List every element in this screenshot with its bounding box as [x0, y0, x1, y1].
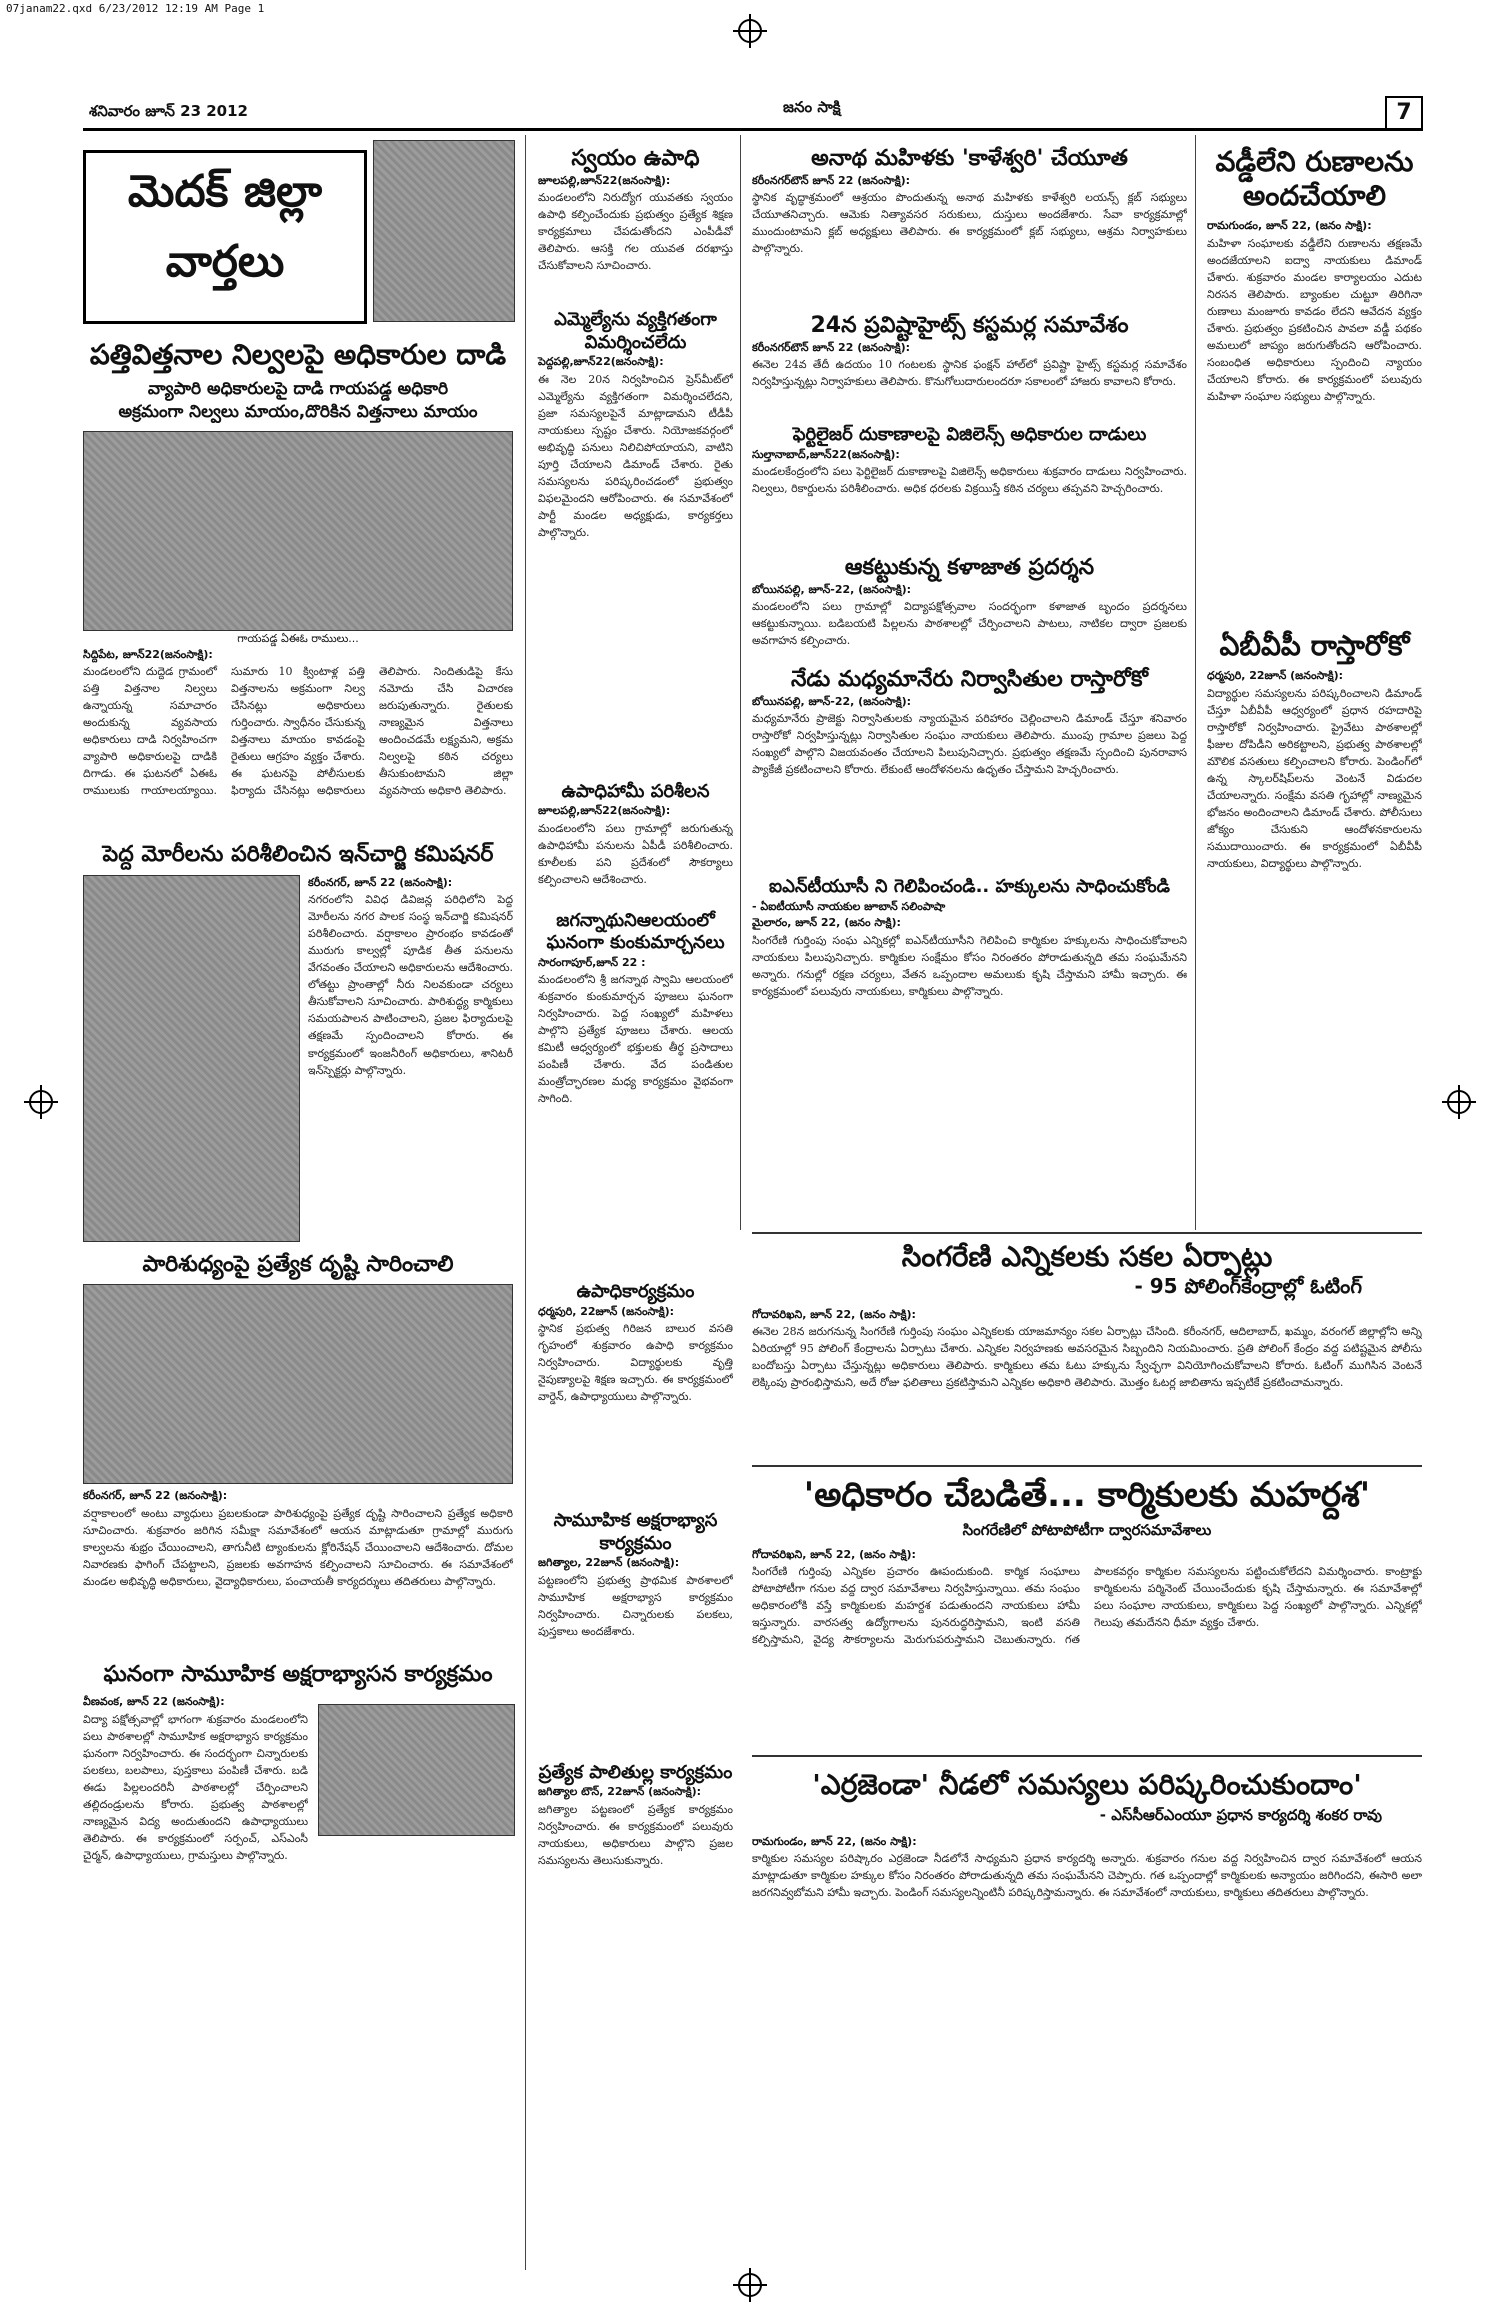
- col2-headline-7: ప్రత్యేక పాలితుల్ల కార్యక్రమం: [538, 1761, 733, 1783]
- banner-title: మెదక్ జిల్లా వార్తలు: [127, 166, 323, 288]
- errajenda-dateline: రామగుండం, జూన్ 22, (జనం సాక్షి):: [752, 1834, 917, 1848]
- col2-dateline-7: జగిత్యాల టౌన్, 22జూన్ (జనంసాక్షి):: [538, 1785, 702, 1798]
- col2-headline-5: ఉపాధికార్యక్రమం: [576, 1281, 695, 1302]
- errajenda-story: [752, 1768, 1422, 2020]
- col2-item-2: [538, 309, 733, 771]
- file-info: 07janam22.qxd 6/23/2012 12:19 AM Page 1: [6, 2, 265, 15]
- commissioner-text: [308, 875, 513, 1237]
- adhikaram-body: సింగరేణి గుర్తింపు ఎన్నికల ప్రచారం ఊపందుకుంది. కార్మిక సంఘాలు పోటాపోటీగా గనుల వద్ద ద్వార సమావేశాలు నిర్వహిస్తున్నాయి. తమ సంఘం అధికారంలోకి వస్తే కార్మికులకు మహర్దశ పడుతుందని నాయకులు హామీ ఇస్తున్నారు. వారసత్వ ఉద్యోగాలను పునరుద్ధరిస్తామని, ఇంటి వసతి కల్పిస్తామని, వైద్య సౌకర్యాలను మెరుగుపరుస్తామని చెబుతున్నారు. గత పాలకవర్గం కార్మికుల సమస్యలను పట్టించుకోలేదని విమర్శించారు. కాంట్రాక్టు కార్మికులను పర్మినెంట్ చేయించేందుకు కృషి చేస్తామన్నారు. ఈ సమావేశాల్లో పలు సంఘాల నాయకులు, కార్మికులు పెద్ద సంఖ్యలో పాల్గొన్నారు. ఎన్నికల్లో గెలుపు తమదేనని ధీమా వ్యక్తం చేశారు.: [752, 1565, 1422, 1647]
- column-rule: [1195, 135, 1196, 1230]
- col2-dateline-6: జగిత్యాల, 22జూన్ (జనంసాక్షి):: [538, 1556, 680, 1569]
- orphan-dateline: కరీంనగర్‌టౌన్ జూన్ 22 (జనంసాక్షి):: [752, 173, 911, 187]
- col2-headline-3: ఉపాధిహామీ పరిశీలన: [561, 780, 710, 802]
- registration-mark-top: [733, 14, 767, 48]
- col2-headline-6: సామూహిక అక్షరాభ్యాస కార్యక్రమం: [553, 1510, 718, 1554]
- pravishta-dateline: కరీంనగర్‌టౌన్ జూన్ 22 (జనంసాక్షి):: [752, 340, 911, 354]
- headline-intuc: ఐఎన్‌టీయూసీ ని గెలిపించండి.. హక్కులను సాధించుకోండి: [769, 876, 1170, 897]
- literacy-body: విద్యా పక్షోత్సవాల్లో భాగంగా శుక్రవారం మండలంలోని పలు పాఠశాలల్లో సామూహిక అక్షరాభ్యాస కార్యక్రమం ఘనంగా నిర్వహించారు. ఈ సందర్భంగా చిన్నారులకు పలకలు, బలపాలు, పుస్తకాలు పంపిణీ చేశారు. బడి ఈడు పిల్లలందరినీ పాఠశాలల్లో చేర్పించాలని తల్లిదండ్రులను కోరారు. ప్రభుత్వ పాఠశాలల్లో నాణ్యమైన విద్య అందుతుందని ఉపాధ్యాయులు తెలిపారు. ఈ కార్యక్రమంలో సర్పంచ్, ఎస్‌ఎంసీ చైర్మన్, ఉపాధ్యాయులు, గ్రామస్తులు పాల్గొన్నారు.: [83, 1712, 308, 1862]
- col2-dateline-4: సారంగాపూర్,జూన్ 22 :: [538, 955, 646, 969]
- midmaneru-dateline: బోయినపల్లి, జూన్-22, (జనంసాక్షి):: [752, 694, 912, 708]
- registration-mark-left: [24, 1085, 58, 1119]
- loans-body: మహిళా సంఘాలకు వడ్డీలేని రుణాలను తక్షణమే అందజేయాలని ఐద్వా నాయకులు డిమాండ్ చేశారు. శుక్రవారం మండల కార్యాలయం ఎదుట నిరసన తెలిపారు. బ్యాంకుల చుట్టూ తిరిగినా రుణాలు మంజూరు కావడం లేదని ఆవేదన వ్యక్తం చేశారు. ప్రభుత్వం ప్రకటించిన పావలా వడ్డీ పథకం అమలులో జాప్యం జరుగుతోందని ఆరోపించారు. సంబంధిత అధికారులు స్పందించి న్యాయం చేయాలని కోరారు. ఈ కార్యక్రమంలో పలువురు మహిళా సంఘాల సభ్యులు పాల్గొన్నారు.: [1207, 236, 1422, 404]
- section-rule: [752, 1232, 1422, 1234]
- meeting-photo: [83, 1284, 513, 1484]
- injured-officer-photo: [83, 431, 513, 631]
- col2-dateline-3: జూలపల్లి,జూన్22(జనంసాక్షి):: [538, 804, 671, 817]
- col2-body-4: మండలంలోని శ్రీ జగన్నాథ స్వామి ఆలయంలో శుక్రవారం కుంకుమార్చన పూజలు ఘనంగా నిర్వహించారు. పెద్ద సంఖ్యలో మహిళలు పాల్గొని ప్రత్యేక పూజలు చేశారు. ఆలయ కమిటీ ఆధ్వర్యంలో భక్తులకు తీర్థ ప్రసాదాలు పంపిణీ చేశారు. వేద పండితుల మంత్రోచ్ఛారణల మధ్య కార్యక్రమం వైభవంగా సాగింది.: [538, 973, 733, 1106]
- headline-kalajatha: ఆకట్టుకున్న కళాజాత ప్రదర్శన: [844, 555, 1095, 580]
- headline-fertilizer: ఫెర్టిలైజర్ దుకాణాలపై విజిలెన్స్ అధికారుల దాడులు: [792, 424, 1147, 445]
- church-photo: [373, 140, 515, 322]
- headline-sanitation: పారిశుధ్యంపై ప్రత్యేక దృష్టి సారించాలి: [142, 1251, 454, 1277]
- col2-dateline-2: పెద్దపల్లి,జూన్22(జనంసాక్షి):: [538, 355, 664, 368]
- page-number: 7: [1385, 96, 1423, 130]
- col2-item-7: [538, 1762, 733, 1981]
- adhikaram-dateline: గోదావరిఖని, జూన్ 22, (జనం సాక్షి):: [752, 1547, 916, 1561]
- col2-dateline-1: జూలపల్లి,జూన్22(జనంసాక్షి):: [538, 173, 671, 187]
- col2-item-1: [538, 145, 733, 299]
- intuc-sub: - ఏఐటీయూసీ నాయకుల జూబాన్ సలింపాషా: [752, 899, 946, 913]
- drain-inspection-photo: [83, 875, 300, 1242]
- seeds-caption: గాయపడ్డ ఏఈఓ రాములు...: [237, 632, 359, 646]
- headline-commissioner: పెద్ద మోరీలను పరిశీలించిన ఇన్‌చార్జి కమిషనర్: [102, 842, 494, 868]
- headline-errajenda: 'ఎర్రజెండా' నీడలో సమస్యలు పరిష్కరించుకుందాం': [812, 1768, 1362, 1801]
- headline-seeds: పత్తివిత్తనాల నిల్వలపై అధికారుల దాడి: [89, 338, 507, 371]
- column-3: [752, 145, 1187, 1062]
- kalajatha-body: మండలంలోని పలు గ్రామాల్లో విద్యాపక్షోత్సవాల సందర్భంగా కళాజాత బృందం ప్రదర్శనలు ఆకట్టుకున్నాయి. బడిబయటి పిల్లలను పాఠశాలల్లో చేర్పించాలని పాటలు, నాటికల ద్వారా ప్రజలకు అవగాహన కల్పించారు.: [752, 600, 1187, 648]
- kalajatha-dateline: బోయినపల్లి, జూన్-22, (జనంసాక్షి):: [752, 582, 912, 596]
- col2-dateline-5: ధర్మపురి, 22జూన్ (జనంసాక్షి):: [538, 1304, 675, 1318]
- col2-item-6: [538, 1510, 733, 1752]
- singareni-story: [752, 1240, 1422, 1473]
- col2-item-4: [538, 910, 733, 1272]
- singareni-dateline: గోదావరిఖని, జూన్ 22, (జనం సాక్షి):: [752, 1307, 916, 1321]
- subhead-seeds-1: వ్యాపారి అధికారులపై దాడి గాయపడ్డ అధికారి: [147, 378, 449, 399]
- adhikaram-sub: సింగరేణిలో పోటాపోటీగా ద్వారసమావేశాలు: [962, 1520, 1212, 1539]
- headline-literacy: ఘనంగా సామూహిక అక్షరాభ్యాసన కార్యక్రమం: [103, 1661, 493, 1687]
- column-4: [1207, 145, 1422, 1085]
- headline-singareni: సింగరేణి ఎన్నికలకు సకల ఏర్పాట్లు: [901, 1240, 1273, 1273]
- fertilizer-body: మండలకేంద్రంలోని పలు ఫెర్టిలైజర్ దుకాణాలపై విజిలెన్స్ అధికారులు శుక్రవారం దాడులు నిర్వహించారు. నిల్వలు, రికార్డులను పరిశీలించారు. అధిక ధరలకు విక్రయిస్తే కఠిన చర్యలు తప్పవని హెచ్చరించారు.: [752, 465, 1187, 496]
- headline-pravishta: 24న ప్రవిష్టాహైట్స్ కస్టమర్ల సమావేశం: [810, 313, 1129, 338]
- col2-body-6: పట్టణంలోని ప్రభుత్వ ప్రాథమిక పాఠశాలలో సామూహిక అక్షరాభ్యాస కార్యక్రమం నిర్వహించారు. చిన్నారులకు పలకలు, పుస్తకాలు అందజేశారు.: [538, 1573, 733, 1638]
- col2-headline-4: జగన్నాథునిఆలయంలో ఘనంగా కుంకుమార్చనలు: [546, 909, 725, 953]
- midmaneru-body: మధ్యమానేరు ప్రాజెక్టు నిర్వాసితులకు న్యాయమైన పరిహారం చెల్లించాలని డిమాండ్ చేస్తూ శనివారం రాస్తారోకో నిర్వహిస్తున్నట్లు నిర్వాసితుల సంఘం నాయకులు తెలిపారు. ముంపు గ్రామాల ప్రజలు పెద్ద సంఖ్యలో పాల్గొని విజయవంతం చేయాలని పిలుపునిచ్చారు. ప్రభుత్వం తక్షణమే స్పందించి పునరావాస ప్యాకేజీ ప్రకటించాలని కోరారు. లేకుంటే ఆందోళనలను ఉధృతం చేస్తామని హెచ్చరించారు.: [752, 712, 1187, 777]
- district-banner: [83, 140, 513, 330]
- orphan-body: స్థానిక వృద్ధాశ్రమంలో ఆశ్రయం పొందుతున్న అనాథ మహిళకు కాళేశ్వరి లయన్స్ క్లబ్ సభ్యులు చేయూతనిచ్చారు. ఆమెకు నిత్యావసర సరుకులు, దుస్తులు అందజేశారు. సేవా కార్యక్రమాల్లో ముందుంటామని క్లబ్ అధ్యక్షులు తెలిపారు. ఈ కార్యక్రమంలో క్లబ్ సభ్యులు, ఆశ్రమ నిర్వాహకులు పాల్గొన్నారు.: [752, 191, 1187, 256]
- commissioner-body: నగరంలోని వివిధ డివిజన్ల పరిధిలోని పెద్ద మోరీలను నగర పాలక సంస్థ ఇన్‌చార్జి కమిషనర్ పరిశీలించారు. వర్షాకాలం ప్రారంభం కావడంతో మురుగు కాల్వల్లో పూడిక తీత పనులను వేగవంతం చేయాలని అధికారులను ఆదేశించారు. లోతట్టు ప్రాంతాల్లో నీరు నిలవకుండా చర్యలు తీసుకోవాలని సూచించారు. పారిశుద్ధ్య కార్మికులు సమయపాలన పాటించాలని, ప్రజల ఫిర్యాదులపై తక్షణమే స్పందించాలని కోరారు. ఈ కార్యక్రమంలో ఇంజనీరింగ్ అధికారులు, శానిటరీ ఇన్‌స్పెక్టర్లు పాల్గొన్నారు.: [308, 893, 513, 1077]
- col2-item-3: [538, 781, 733, 900]
- banner-box: [83, 150, 367, 324]
- errajenda-sub: - ఎస్‌సీఆర్‌ఎంయూ ప్రధాన కార్యదర్శి శంకర రావు: [1099, 1805, 1382, 1824]
- loans-dateline: రామగుండం, జూన్ 22, (జనం సాక్షి):: [1207, 219, 1372, 233]
- section-rule: [752, 1465, 1422, 1467]
- sanitation-photo-wrap: [83, 1284, 513, 1484]
- seeds-body: మండలంలోని దుద్దెడ గ్రామంలో పత్తి విత్తనాల నిల్వలు ఉన్నాయన్న సమాచారం అందుకున్న వ్యవసాయ అధికారులు దాడి నిర్వహించగా వ్యాపారి అధికారులపై దాడికి దిగాడు. ఈ ఘటనలో ఏఈఓ రాములుకు గాయాలయ్యాయి. సుమారు 10 క్వింటాళ్ల పత్తి విత్తనాలను అక్రమంగా నిల్వ చేసినట్లు అధికారులు గుర్తించారు. స్వాధీనం చేసుకున్న విత్తనాలు మాయం కావడంపై రైతులు ఆగ్రహం వ్యక్తం చేశారు. ఈ ఘటనపై పోలీసులకు ఫిర్యాదు చేసినట్లు అధికారులు తెలిపారు. నిందితుడిపై కేసు నమోదు చేసి విచారణ జరుపుతున్నారు. రైతులకు నాణ్యమైన విత్తనాలు అందించడమే లక్ష్యమని, అక్రమ నిల్వలపై కఠిన చర్యలు తీసుకుంటామని జిల్లా వ్యవసాయ అధికారి తెలిపారు.: [83, 665, 513, 798]
- column-rule: [740, 135, 741, 1230]
- col2-headline-2: ఎమ్మెల్యేను వ్యక్తిగతంగా విమర్శించలేదు: [554, 309, 717, 353]
- literacy-dateline: వీణవంక, జూన్ 22 (జనంసాక్షి):: [83, 1695, 225, 1709]
- headline-loans: వడ్డీలేని రుణాలను అందచేయాలి: [1215, 145, 1414, 212]
- pravishta-body: ఈనెల 24వ తేదీ ఉదయం 10 గంటలకు స్థానిక ఫంక్షన్ హాల్‌లో ప్రవిష్టా హైట్స్ కస్టమర్ల సమావేశం నిర్వహిస్తున్నట్లు నిర్వాహకులు తెలిపారు. కొనుగోలుదారులందరూ సకాలంలో హాజరు కావాలని కోరారు.: [752, 358, 1187, 389]
- literacy-section: [83, 1694, 513, 1934]
- children-photo: [318, 1704, 515, 1836]
- fertilizer-dateline: సుల్తానాబాద్,జూన్22(జనంసాక్షి):: [752, 447, 900, 461]
- commissioner-dateline: కరీంనగర్, జూన్ 22 (జనంసాక్షి):: [308, 875, 453, 889]
- issue-date: శనివారం జూన్ 23 2012: [89, 102, 248, 120]
- col2-body-1: మండలంలోని నిరుద్యోగ యువతకు స్వయం ఉపాధి కల్పించేందుకు ప్రభుత్వం ప్రత్యేక శిక్షణ కార్యక్రమాలు చేపడుతోందని ఎంపీడీవో తెలిపారు. ఆసక్తి గల యువత దరఖాస్తు చేసుకోవాలని సూచించారు.: [538, 191, 733, 273]
- adhikaram-story: [752, 1475, 1422, 1763]
- page-header: [83, 98, 1423, 131]
- registration-mark-right: [1442, 1085, 1476, 1119]
- headline-adhikaram: 'అధికారం చేబడితే... కార్మికులకు మహర్దశ': [803, 1475, 1371, 1515]
- column-1: [83, 140, 513, 1934]
- column-rule: [525, 135, 526, 2270]
- abvp-body: విద్యార్థుల సమస్యలను పరిష్కరించాలని డిమాండ్ చేస్తూ ఏబీవీపీ ఆధ్వర్యంలో ప్రధాన రహదారిపై రాస్తారోకో నిర్వహించారు. ప్రైవేటు పాఠశాలల్లో ఫీజుల దోపిడీని అరికట్టాలని, ప్రభుత్వ పాఠశాలల్లో మౌలిక వసతులు కల్పించాలని కోరారు. పెండింగ్‌లో ఉన్న స్కాలర్‌షిప్‌లను వెంటనే విడుదల చేయాలన్నారు. సంక్షేమ వసతి గృహాల్లో నాణ్యమైన భోజనం అందించాలని డిమాండ్ చేశారు. పోలీసులు జోక్యం చేసుకుని ఆందోళనకారులను సముదాయించారు. ఈ కార్యక్రమంలో ఏబీవీపీ నాయకులు, విద్యార్థులు పాల్గొన్నారు.: [1207, 686, 1422, 871]
- intuc-dateline: మైలారం, జూన్ 22, (జనం సాక్షి):: [752, 916, 901, 929]
- col2-body-7: జగిత్యాల పట్టణంలో ప్రత్యేక కార్యక్రమం నిర్వహించారు. ఈ కార్యక్రమంలో పలువురు నాయకులు, అధికారులు పాల్గొని ప్రజల సమస్యలను తెలుసుకున్నారు.: [538, 1802, 733, 1867]
- headline-orphan: అనాథ మహిళకు 'కాళేశ్వరి' చేయూత: [811, 146, 1128, 171]
- singareni-body: ఈనెల 28న జరుగనున్న సింగరేణి గుర్తింపు సంఘం ఎన్నికలకు యాజమాన్యం సకల ఏర్పాట్లు చేసింది. కరీంనగర్, ఆదిలాబాద్, ఖమ్మం, వరంగల్ జిల్లాల్లోని అన్ని ఏరియాల్లో 95 పోలింగ్ కేంద్రాలను ఏర్పాటు చేశారు. ఎన్నికల నిర్వహణకు అవసరమైన సిబ్బందిని నియమించారు. ప్రతి పోలింగ్ కేంద్రం వద్ద పటిష్టమైన పోలీసు బందోబస్తు ఏర్పాటు చేస్తున్నట్లు అధికారులు తెలిపారు. కార్మికులు తమ ఓటు హక్కును స్వేచ్ఛగా వినియోగించుకోవాలని కోరారు. ఓటింగ్ ముగిసిన వెంటనే లెక్కింపు ప్రారంభిస్తామని, అదే రోజు ఫలితాలు ప్రకటిస్తామని ఎన్నికల అధికారి తెలిపారు. మొత్తం ఓటర్ల జాబితాను ఇప్పటికే ప్రకటించామన్నారు.: [752, 1325, 1422, 1390]
- intuc-body: సింగరేణి గుర్తింపు సంఘ ఎన్నికల్లో ఐఎన్‌టీయూసీని గెలిపించి కార్మికుల హక్కులను సాధించుకోవాలని నాయకులు పిలుపునిచ్చారు. కార్మికుల సంక్షేమం కోసం నిరంతరం పోరాడుతున్నది తమ సంఘమేనని అన్నారు. గనుల్లో రక్షణ చర్యలు, వేతన ఒప్పందాల అమలుకు కృషి చేస్తామని హామీ ఇచ్చారు. ఈ కార్యక్రమంలో పలువురు నాయకులు, కార్మికులు పాల్గొన్నారు.: [752, 933, 1187, 998]
- col2-body-3: మండలంలోని పలు గ్రామాల్లో జరుగుతున్న ఉపాధిహామీ పనులను ఏపీడీ పరిశీలించారు. కూలీలకు పని ప్రదేశంలో సౌకర్యాలు కల్పించాలని ఆదేశించారు.: [538, 821, 733, 886]
- subhead-seeds-2: అక్రమంగా నిల్వలు మాయం,దొరికిన విత్తనాలు మాయం: [118, 402, 478, 423]
- seeds-photo-wrap: [83, 431, 513, 631]
- singareni-sub: - 95 పోలింగ్‌కేంద్రాల్లో ఓటింగ్: [1134, 1273, 1362, 1298]
- seeds-dateline: సిద్దిపేట, జూన్22(జనంసాక్షి):: [83, 647, 213, 661]
- column-2: [538, 145, 733, 1981]
- registration-mark-bottom: [733, 2268, 767, 2302]
- sanitation-dateline: కరీంనగర్, జూన్ 22 (జనంసాక్షి):: [83, 1489, 228, 1503]
- sanitation-body: వర్షాకాలంలో అంటు వ్యాధులు ప్రబలకుండా పారిశుధ్యంపై ప్రత్యేక దృష్టి సారించాలని ప్రత్యేక అధికారి సూచించారు. శుక్రవారం జరిగిన సమీక్షా సమావేశంలో ఆయన మాట్లాడుతూ గ్రామాల్లో మురుగు కాల్వలను శుభ్రం చేయించాలని, తాగునీటి ట్యాంకులను క్లోరినేషన్ చేయించాలని ఆదేశించారు. దోమల నివారణకు ఫాగింగ్ చేపట్టాలని, ప్రజలకు అవగాహన కల్పించాలని సూచించారు. ఈ సమావేశంలో మండల అభివృద్ధి అధికారులు, వైద్యాధికారులు, పంచాయతీ కార్యదర్శులు తదితరులు పాల్గొన్నారు.: [83, 1506, 513, 1588]
- section-rule: [752, 1755, 1422, 1757]
- literacy-text: [83, 1694, 308, 1931]
- headline-abvp: ఏబీవీపీ రాస్తారోకో: [1219, 628, 1410, 662]
- col2-body-2: ఈ నెల 20న నిర్వహించిన ప్రెస్‌మీట్‌లో ఎమ్మెల్యేను వ్యక్తిగతంగా విమర్శించలేదని, ప్రజా సమస్యలపైనే మాట్లాడామని టీడీపీ నాయకులు స్పష్టం చేశారు. నియోజకవర్గంలో అభివృద్ధి పనులు నిలిచిపోయాయని, వాటిని పూర్తి చేయాలని డిమాండ్ చేశారు. రైతు సమస్యలను పరిష్కరించడంలో ప్రభుత్వం విఫలమైందని ఆరోపించారు. ఈ సమావేశంలో పార్టీ మండల అధ్యక్షుడు, కార్యకర్తలు పాల్గొన్నారు.: [538, 372, 733, 539]
- col2-headline-1: స్వయం ఉపాధి: [571, 146, 700, 171]
- abvp-dateline: ధర్మపురి, 22జూన్ (జనంసాక్షి):: [1207, 669, 1344, 683]
- col2-item-5: [538, 1281, 733, 1500]
- commissioner-section: [83, 875, 513, 1245]
- col2-body-5: స్థానిక ప్రభుత్వ గిరిజన బాలుర వసతి గృహంలో శుక్రవారం ఉపాధి కార్యక్రమం నిర్వహించారు. విద్యార్థులకు వృత్తి నైపుణ్యాలపై శిక్షణ ఇచ్చారు. ఈ కార్యక్రమంలో వార్డెన్, ఉపాధ్యాయులు పాల్గొన్నారు.: [538, 1322, 733, 1404]
- masthead: జనం సాక్షి: [783, 98, 841, 116]
- errajenda-body: కార్మికుల సమస్యల పరిష్కారం ఎర్రజెండా నీడలోనే సాధ్యమని ప్రధాన కార్యదర్శి అన్నారు. శుక్రవారం గనుల వద్ద నిర్వహించిన ద్వార సమావేశంలో ఆయన మాట్లాడుతూ కార్మికుల హక్కుల కోసం నిరంతరం పోరాడుతున్నది తమ సంఘమేనని చెప్పారు. గత ఒప్పందాల్లో కార్మికులకు అన్యాయం జరిగిందని, ఈసారి అలా జరగనివ్వబోమని హామీ ఇచ్చారు. పెండింగ్ సమస్యలన్నింటినీ పరిష్కరిస్తామన్నారు. ఈ సమావేశంలో నాయకులు, కార్మికులు తదితరులు పాల్గొన్నారు.: [752, 1852, 1422, 1900]
- headline-midmaneru: నేడు మధ్యమానేరు నిర్వాసితుల రాస్తారోకో: [790, 667, 1149, 692]
